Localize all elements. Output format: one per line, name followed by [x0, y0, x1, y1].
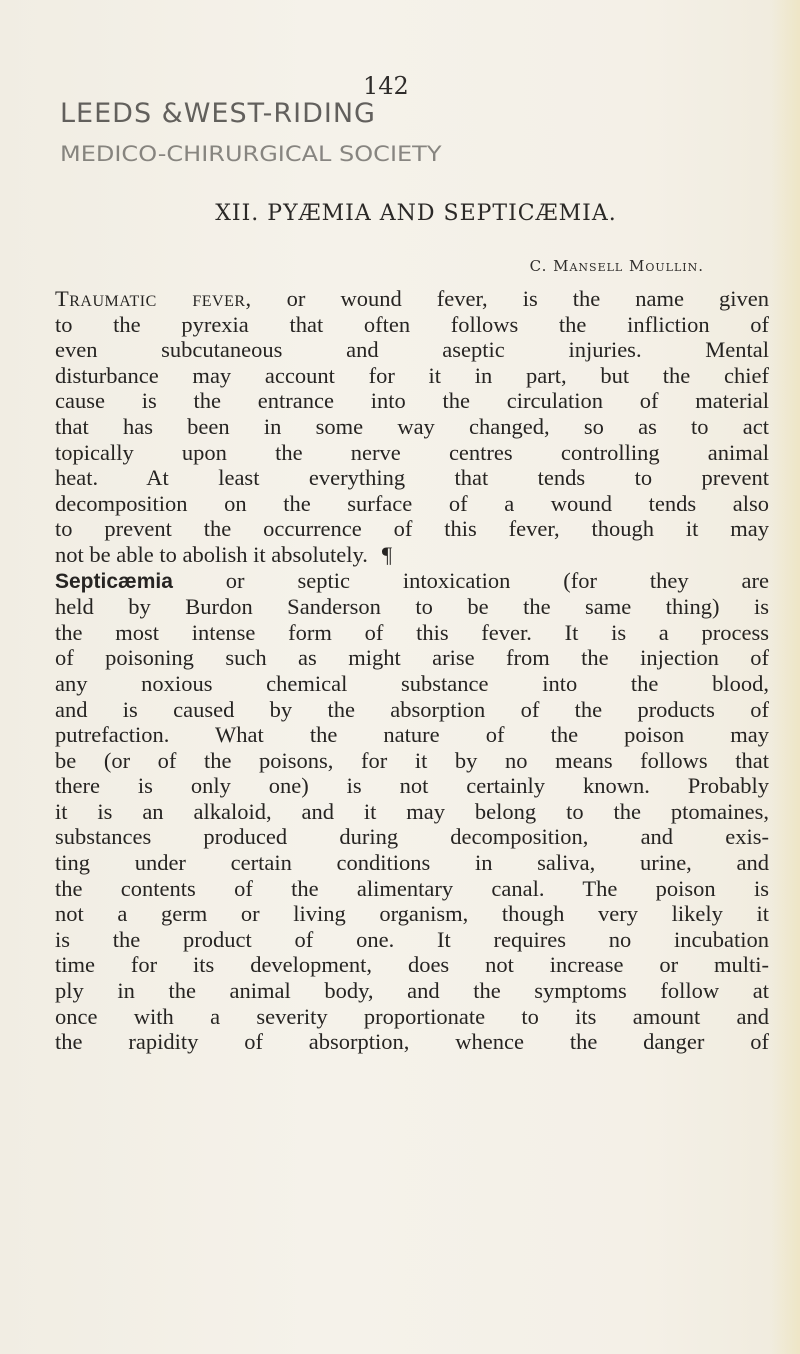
library-stamp — [60, 98, 442, 169]
text-line: the rapidity of absorption, whence the danger of — [55, 1029, 769, 1055]
body-text — [55, 286, 769, 1055]
text-line: putrefaction. What the nature of the poison may — [55, 722, 769, 748]
text-line: is the product of one. It requires no incubation — [55, 926, 769, 952]
text-line: it is an alkaloid, and it may belong to the ptomaines, — [55, 798, 769, 824]
text-line: time for its development, does not increase or multi- — [55, 952, 769, 978]
text-line: decomposition on the surface of a wound tends also — [55, 490, 769, 516]
text-line: any noxious chemical substance into the blood, — [55, 670, 769, 696]
text-line: Septicæmia or septic intoxication (for they are — [55, 567, 769, 593]
text-line: be (or of the poisons, for it by no means follows that — [55, 747, 769, 773]
text-line: Traumatic fever, or wound fever, is the name given — [55, 286, 769, 311]
term-septicaemia: Septicæmia — [55, 569, 173, 593]
text-line: and is caused by the absorption of the products of — [55, 696, 769, 722]
author-name: C. Mansell Moullin. — [529, 257, 704, 275]
stamp-line-1: LEEDS &WEST-RIDING — [60, 98, 376, 129]
text-line: the most intense form of this fever. It is a process — [55, 619, 769, 645]
text-line: held by Burdon Sanderson to be the same thing) is — [55, 594, 769, 620]
text-line: substances produced during decomposition, and exis- — [55, 824, 769, 850]
paragraph-mark: ¶ — [381, 541, 393, 567]
text-line: to the pyrexia that often follows the infliction of — [55, 311, 769, 337]
text-line: not a germ or living organism, though very likely it — [55, 901, 769, 927]
text-line: heat. At least everything that tends to prevent — [55, 465, 769, 491]
text-line: of poisoning such as might arise from the injection of — [55, 645, 769, 671]
text-line: ply in the animal body, and the symptoms follow at — [55, 978, 769, 1004]
chapter-heading: XII. PYÆMIA AND SEPTICÆMIA. — [215, 201, 617, 226]
text-line: ting under certain conditions in saliva, urine, and — [55, 850, 769, 876]
text-line: there is only one) is not certainly known. Probably — [55, 773, 769, 799]
text-line: even subcutaneous and aseptic injuries. Mental — [55, 337, 769, 363]
page-number: 142 — [363, 72, 409, 100]
text-line: not be able to abolish it absolutely. ¶ — [55, 541, 393, 567]
text-line: once with a severity proportionate to its amount and — [55, 1003, 769, 1029]
text-line: to prevent the occurrence of this fever, though it may — [55, 516, 769, 542]
text-line: that has been in some way changed, so as to act — [55, 413, 769, 439]
stamp-line-2: MEDICO-CHIRURGICAL SOCIETY — [60, 141, 442, 167]
term-traumatic-fever: Traumatic fever, — [55, 286, 252, 311]
text-line: topically upon the nerve centres controlling animal — [55, 439, 769, 465]
text-line: the contents of the alimentary canal. The poison is — [55, 875, 769, 901]
text-line: disturbance may account for it in part, but the chief — [55, 362, 769, 388]
text-line: cause is the entrance into the circulation of material — [55, 388, 769, 414]
